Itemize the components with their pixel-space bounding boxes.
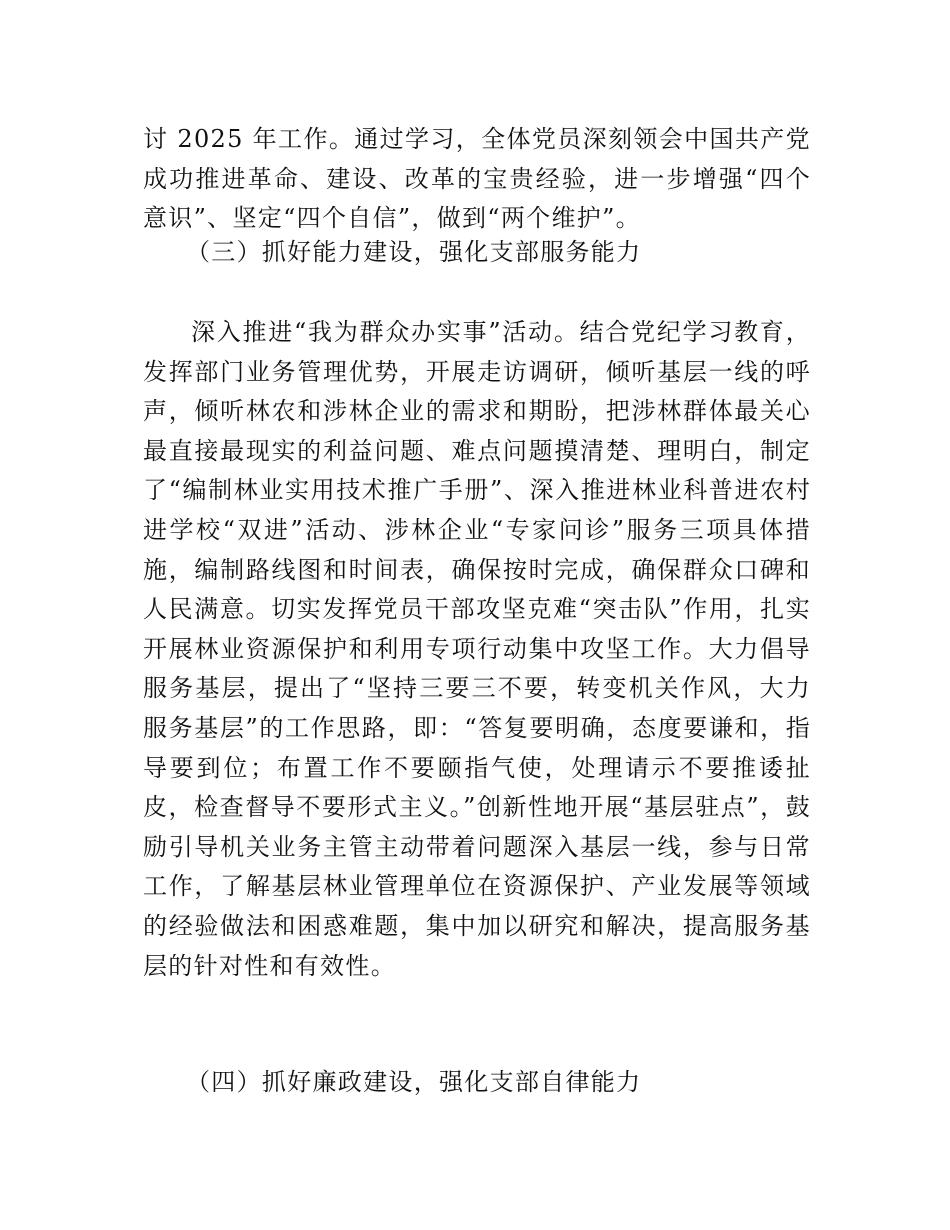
section-3-body: 深入推进“我为群众办实事”活动。结合党纪学习教育，发挥部门业务管理优势，开展走访调研，倾听基层一线的呼声，倾听林农和涉林企业的需求和期盼，把涉林群体最关心最直接最现实的利益问题、难点问题摸清楚、理明白，制定了“编制林业实用技术推广手册”、深入推进林业科普进农村进学校“双进”活动、涉林企业“专家问诊”服务三项具体措施，编制路线图和时间表，确保按时完成，确保群众口碑和人民满意。切实发挥党员干部攻坚克难“突击队”作用，扎实开展林业资源保护和利用专项行动集中攻坚工作。大力倡导服务基层，提出了“坚持三要三不要，转变机关作风，大力服务基层”的工作思路，即：“答复要明确，态度要谦和，指导要到位；布置工作不要颐指气使，处理请示不要推诿扯皮，检查督导不要形式主义。”创新性地开展“基层驻点”，鼓励引导机关业务主管主动带着问题深入基层一线，参与日常工作，了解基层林业管理单位在资源保护、产业发展等领域的经验做法和困惑难题，集中加以研究和解决，提高服务基层的针对性和有效性。 (143, 318, 811, 980)
paragraph-continuation: 讨 2025 年工作。通过学习，全体党员深刻领会中国共产党成功推进革命、建设、改革的宝贵经验，进一步增强“四个意识”、坚定“四个自信”，做到“两个维护”。 (143, 125, 811, 233)
section-4-heading: （四）抓好廉政建设，强化支部自律能力 (186, 1068, 642, 1096)
section-3-heading: （三）抓好能力建设，强化支部服务能力 (186, 238, 642, 266)
